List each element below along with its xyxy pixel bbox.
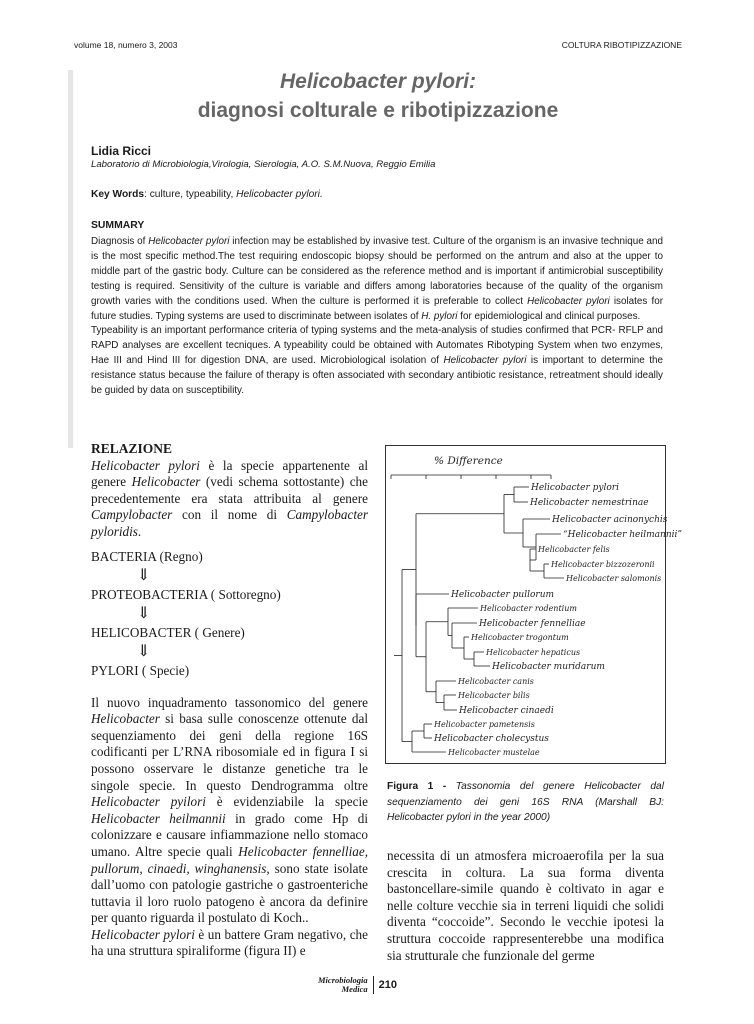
running-header	[74, 40, 682, 50]
keywords-text: : culture, typeability,	[144, 189, 237, 200]
figure-caption	[387, 779, 664, 826]
axis-label: % Difference	[434, 455, 503, 467]
summary-paragraph-1: Diagnosis of Helicobacter pylori infection may be established by invasive test. Culture of the organism is an invasive technique and is the most specific method.The test requiring endoscopic biopsy should be performed on the antrum and also at the upper to middle part of the gastric body. Culture can be considered as the reference method and is important if antimicrobial susceptibility testing is required. Sensitivity of the culture is variable and differs among laboratories because of the quality of the organism growth varies with the conditions used. When the culture is performed it is preferable to collect Helicobacter pylori isolates for future studies. Typing systems are used to discriminate between isolates of H. pylori for epidemiological and clinical purposes.	[91, 236, 663, 322]
species-label: Helicobacter bilis	[458, 691, 530, 700]
species-label: Helicobacter canis	[458, 677, 534, 686]
title-line-1: Helicobacter pylori:	[279, 70, 477, 93]
taxonomy-level: PYLORI ( Specie)	[91, 662, 190, 678]
keywords-label: Key Words	[91, 189, 145, 200]
species-label: Helicobacter acinonychis	[552, 515, 668, 525]
summary-paragraph-2: Typeability is an important performance criteria of typing systems and the meta-analysis of studies confirmed that PCR- RFLP and RAPD analyses are excellent tecniques. A typeability could be obtained with Automates Ribotyping System when two enzymes, Hae III and Hind III for digestion DNA, are used. Microbiological isolation of Helicobacter pylori is important to determine the resistance status because the failure of therapy is often associated with secondary antibiotic resistance, retreatment should ideally be guided by data on susceptibility.	[91, 325, 663, 397]
down-arrow-icon: ⇓	[137, 566, 151, 584]
species-label: Helicobacter pullorum	[451, 590, 555, 600]
article-title	[74, 68, 682, 126]
species-label: Helicobacter nemestrinae	[530, 498, 649, 508]
author-name: Lidia Ricci	[91, 144, 152, 158]
species-label: Helicobacter fennelliae	[479, 619, 586, 629]
journal-logo: Microbiologia Medica	[318, 976, 374, 994]
species-label: Helicobacter cinaedi	[459, 706, 554, 716]
caption-label: Figura 1 -	[387, 781, 456, 792]
down-arrow-icon: ⇓	[137, 604, 151, 622]
section-heading: RELAZIONE	[91, 441, 173, 456]
species-label: Helicobacter felis	[538, 545, 610, 554]
dendrogram-svg	[386, 446, 682, 763]
scale-bar	[391, 475, 551, 479]
section-name: COLTURA RIBOTIPIZZAZIONE	[561, 40, 682, 50]
taxonomy-level: PROTEOBACTERIA ( Sottoregno)	[91, 586, 281, 602]
intro-paragraph: Helicobacter pylori è la specie appartenente al genere Helicobacter (vedi schema sottostante) che precedentemente era stata attribuita al genere Campylobacter con il nome di Campylobacter pyloridis.	[91, 457, 368, 539]
taxonomy-level: HELICOBACTER ( Genere)	[91, 624, 245, 640]
species-label: Helicobacter mustelae	[448, 748, 540, 757]
species-label: Helicobacter hepaticus	[486, 648, 581, 657]
keywords	[91, 189, 323, 200]
species-label: Helicobacter muridarum	[492, 662, 605, 672]
journal-volume: volume 18, numero 3, 2003	[74, 40, 178, 50]
page-number: 210	[378, 979, 397, 991]
species-label: “Helicobacter heilmannii”	[563, 530, 682, 540]
species-label: Helicobacter bizzozeronii	[551, 560, 655, 569]
species-label: Helicobacter pylori	[531, 483, 619, 493]
summary-text	[91, 235, 663, 399]
taxonomy-level: BACTERIA (Regno)	[91, 548, 203, 564]
species-label: Helicobacter trogontum	[471, 633, 569, 642]
title-line-2: diagnosi colturale e ribotipizzazione	[197, 99, 559, 122]
species-label: Helicobacter salomonis	[566, 574, 662, 583]
right-column	[387, 848, 664, 964]
species-labels	[433, 483, 682, 757]
caption-text: Tassonomia del genere Helicobacter dal sequenziamento dei geni 16S RNA (Marshall BJ: Helicobacter pylori in the year 2000)	[387, 781, 664, 824]
species-label: Helicobacter rodentium	[480, 604, 577, 613]
summary-heading: SUMMARY	[91, 220, 145, 231]
species-label: Helicobacter pametensis	[434, 720, 535, 729]
species-label: Helicobacter cholecystus	[434, 734, 549, 744]
body-paragraph-2: Il nuovo inquadramento tassonomico del genere Helicobacter si basa sulle conoscenze ottenute dal sequenziamento dei geni della regione 16S codificanti per L’RNA ribosomiale ed in figura I si possono osservare le distanze genetiche tra le singole specie. In questo Dendrogramma oltre Helicobacter pyilori è evidenziabile la specie Helicobacter heilmannii in grado come Hp di colonizzare e causare infiammazione nello stomaco umano. Altre specie quali Helicobacter fennelliae, pullorum, cinaedi, winghanensis, sono state isolate dall’uomo con patologie gastriche o gastroenteriche tuttavia il loro ruolo patogeno è ancora da definire per quanto riguarda il postulato di Koch..	[91, 694, 368, 926]
author-affiliation: Laboratorio di Microbiologia,Virologia, Sierologia, A.O. S.M.Nuova, Reggio Emilia	[91, 159, 436, 170]
left-column	[91, 441, 368, 960]
right-column-paragraph: necessita di un atmosfera microaerofila per la sua crescita in coltura. La sua forma diventa bastoncellare-simile quando è coltivato in agar e nelle colture vecchie sia in terreni liquidi che solidi diventa “coccoide”. Secondo le vecchie ipotesi la struttura coccoide rappresenterebbe una modifica sia strutturale che funzionale del germe	[387, 848, 664, 963]
keywords-italic: Helicobacter pylori.	[236, 189, 323, 200]
down-arrow-icon: ⇓	[137, 642, 151, 660]
body-paragraph-3: Helicobacter pylori è un battere Gram negativo, che ha una struttura spiraliforme (figura II) e	[91, 926, 368, 959]
page-footer	[318, 976, 397, 994]
abstract-side-rule	[68, 70, 73, 448]
dendrogram-figure	[385, 445, 682, 764]
taxonomy-scheme	[91, 549, 368, 679]
